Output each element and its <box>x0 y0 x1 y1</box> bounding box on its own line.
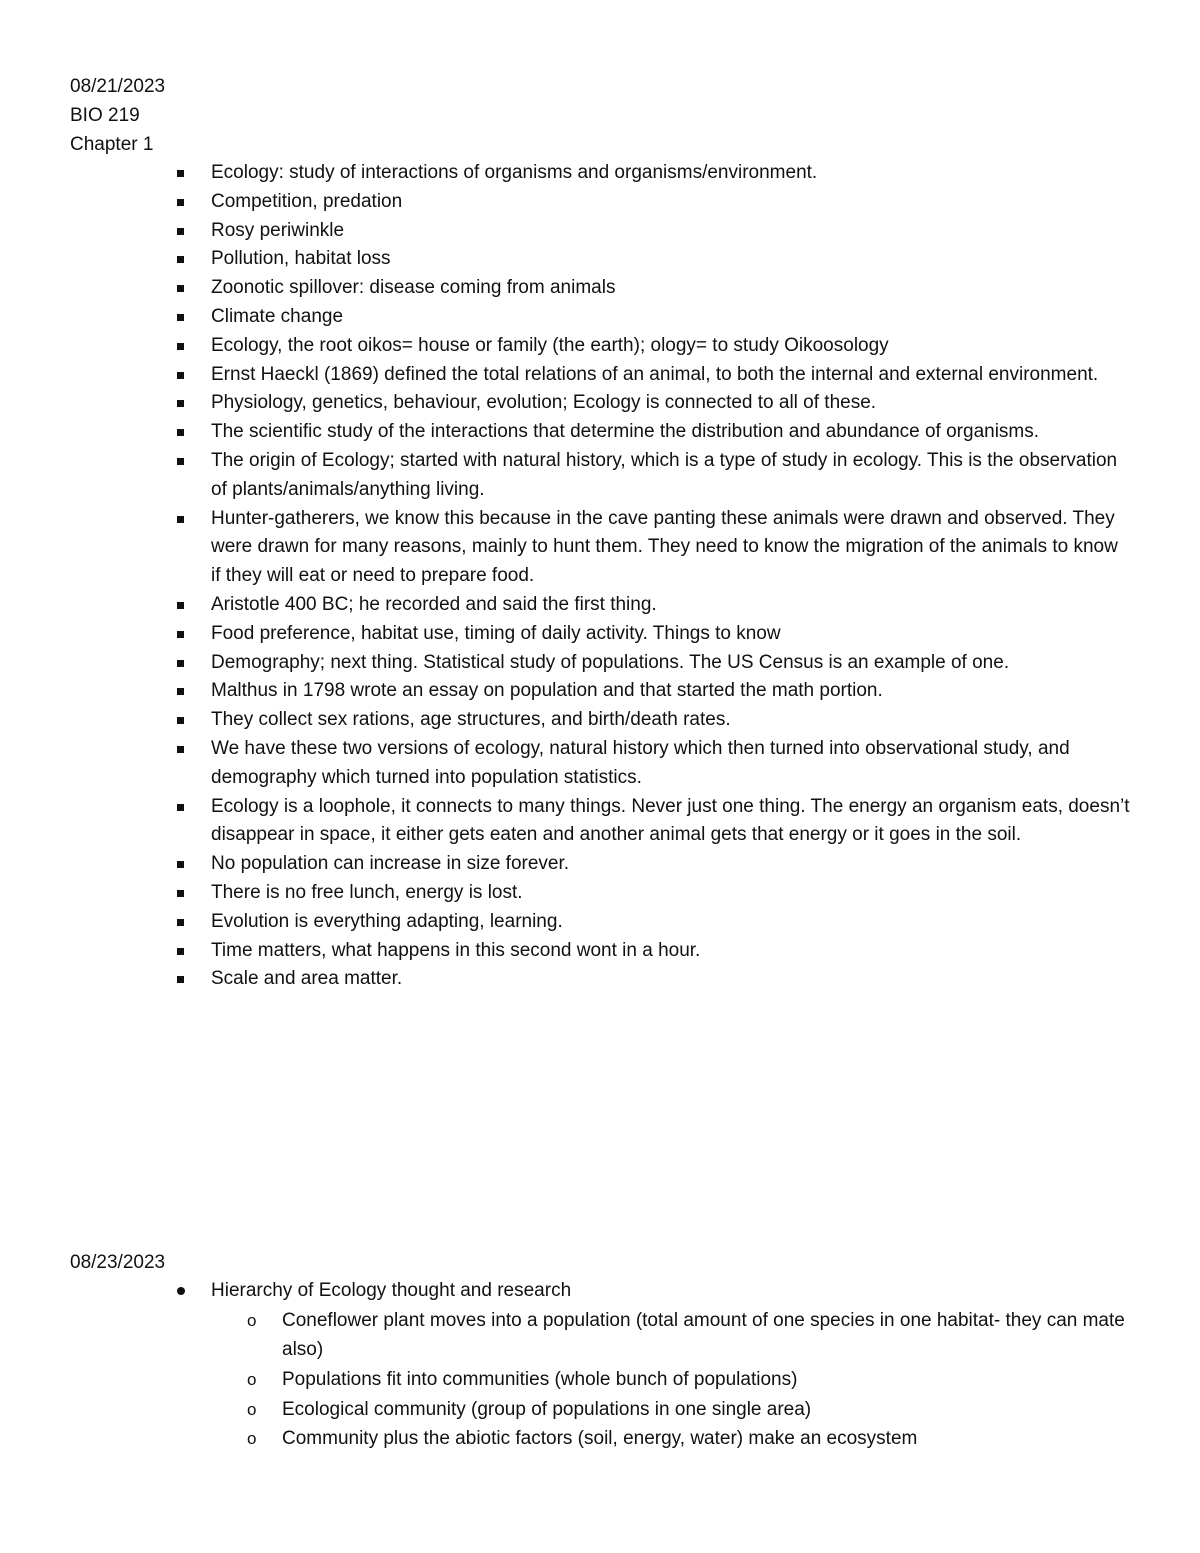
list-item <box>0 649 1200 678</box>
list-item <box>0 159 1200 188</box>
sub-list-item-text: Coneflower plant moves into a population (total amount of one species in one habitat- they can mate also) <box>282 1309 1125 1361</box>
list-item-text: Malthus in 1798 wrote an essay on population and that started the math portion. <box>211 680 883 702</box>
notes-section-08-23 <box>0 1248 1200 1454</box>
list-item <box>0 706 1200 735</box>
list-item-text: Time matters, what happens in this second wont in a hour. <box>211 939 701 961</box>
list-item-text: Ecology: study of interactions of organisms and organisms/environment. <box>211 162 818 183</box>
list-item <box>0 361 1200 390</box>
list-item <box>0 965 1200 994</box>
list-item-text: Pollution, habitat loss <box>211 248 391 270</box>
square-bullet-list <box>0 159 1200 994</box>
course-heading: BIO 219 <box>70 105 140 126</box>
list-item-text: No population can increase in size forever. <box>211 853 570 875</box>
date-heading: 08/21/2023 <box>70 76 166 97</box>
sub-list-item <box>0 1306 1200 1365</box>
chapter-heading: Chapter 1 <box>70 134 154 155</box>
list-item <box>0 879 1200 908</box>
sub-list-item <box>0 1395 1200 1425</box>
list-item-text: They collect sex rations, age structures, and birth/death rates. <box>211 709 731 731</box>
list-item-text: Climate change <box>211 305 344 327</box>
list-item-text: The scientific study of the interactions that determine the distribution and abundance of organisms. <box>211 421 1040 443</box>
list-item <box>0 245 1200 274</box>
hollow-bullet-sublist <box>0 1306 1200 1454</box>
list-item-text: Competition, predation <box>211 190 403 212</box>
list-item-text: Hierarchy of Ecology thought and research <box>211 1280 572 1301</box>
list-item-text: Food preference, habitat use, timing of daily activity. Things to know <box>211 622 781 644</box>
list-item-text: Physiology, genetics, behaviour, evolution; Ecology is connected to all of these. <box>211 392 877 414</box>
list-item <box>0 937 1200 966</box>
hollow-bullet-icon: o <box>247 1310 257 1330</box>
list-item <box>0 332 1200 361</box>
list-item <box>0 677 1200 706</box>
list-item <box>0 274 1200 303</box>
list-item-text: Scale and area matter. <box>211 968 403 990</box>
list-item <box>0 793 1200 851</box>
list-item-text: Rosy periwinkle <box>211 219 345 241</box>
list-item <box>0 217 1200 246</box>
round-bullet-list <box>0 1277 1200 1306</box>
list-item <box>0 908 1200 937</box>
list-item <box>0 735 1200 793</box>
list-item-text: We have these two versions of ecology, natural history which then turned into observational study, and demography which turned into population statistics. <box>211 737 1070 788</box>
sub-list-item <box>0 1424 1200 1454</box>
list-item <box>0 1277 1200 1306</box>
list-item <box>0 188 1200 217</box>
list-item-text: Ecology, the root oikos= house or family (the earth); ology= to study Oikoosology <box>211 334 889 356</box>
list-item-text: Hunter-gatherers, we know this because in the cave panting these animals were drawn and observed. They were drawn for many reasons, mainly to hunt them. They need to know the migration of the animals to know if they will eat or need to prepare food. <box>211 507 1118 587</box>
list-item-text: Ecology is a loophole, it connects to many things. Never just one thing. The energy an organism eats, doesn’t disappear in space, it either gets eaten and another animal gets that energy or it goes in the soil. <box>211 795 1130 846</box>
list-item-text: Ernst Haeckl (1869) defined the total relations of an animal, to both the internal and external environment. <box>211 363 1099 385</box>
list-item <box>0 620 1200 649</box>
list-item-text: Zoonotic spillover: disease coming from animals <box>211 277 616 299</box>
hollow-bullet-icon: o <box>247 1429 257 1449</box>
date-heading: 08/23/2023 <box>70 1252 166 1273</box>
list-item-text: Evolution is everything adapting, learning. <box>211 910 563 932</box>
list-item <box>0 505 1200 591</box>
hollow-bullet-icon: o <box>247 1369 257 1389</box>
sub-list-item <box>0 1365 1200 1395</box>
hollow-bullet-icon: o <box>247 1399 257 1419</box>
list-item <box>0 389 1200 418</box>
list-item-text: The origin of Ecology; started with natural history, which is a type of study in ecology. This is the observation of plants/animals/anything living. <box>211 449 1118 500</box>
list-item <box>0 418 1200 447</box>
list-item-text: Demography; next thing. Statistical study of populations. The US Census is an example of one. <box>211 651 1010 673</box>
notes-section-08-21 <box>0 72 1200 994</box>
sub-list-item-text: Ecological community (group of populations in one single area) <box>282 1398 812 1420</box>
list-item <box>0 850 1200 879</box>
list-item <box>0 447 1200 505</box>
sub-list-item-text: Community plus the abiotic factors (soil, energy, water) make an ecosystem <box>282 1428 918 1450</box>
list-item <box>0 591 1200 620</box>
list-item-text: There is no free lunch, energy is lost. <box>211 881 523 903</box>
list-item <box>0 303 1200 332</box>
list-item-text: Aristotle 400 BC; he recorded and said the first thing. <box>211 593 657 615</box>
sub-list-item-text: Populations fit into communities (whole bunch of populations) <box>282 1368 798 1390</box>
